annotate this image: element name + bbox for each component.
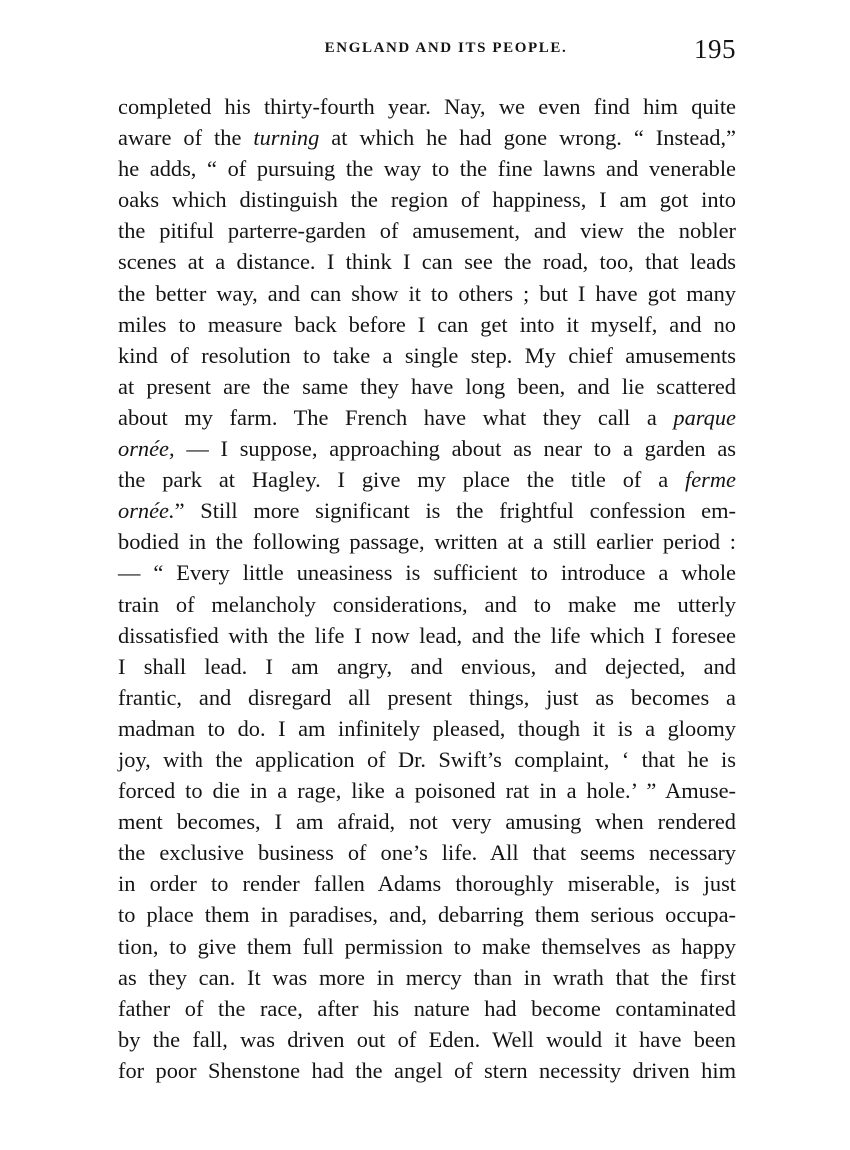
text-segment: kind of resolution to take a single step. My chief amusements [118,342,736,368]
text-line [118,340,736,371]
text-line [118,775,736,806]
text-line [118,868,736,899]
text-line [118,557,736,588]
italic-text: ornée, [118,436,175,462]
italic-text: ferme [685,467,736,493]
text-segment: the exclusive business of one’s life. All that seems necessary [118,840,736,866]
text-segment: to place them in paradises, and, debarring them serious occupa- [118,902,736,928]
text-line [118,215,736,246]
text-line [118,91,736,122]
text-segment: in order to render fallen Adams thoroughly miserable, is just [118,871,736,897]
text-line [118,184,736,215]
text-line [118,713,736,744]
text-line [118,246,736,277]
text-segment: father of the race, after his nature had become contaminated [118,995,736,1021]
text-segment: ment becomes, I am afraid, not very amusing when rendered [118,809,736,835]
text-segment: as they can. It was more in mercy than in wrath that the first [118,964,736,990]
text-line [118,806,736,837]
text-segment: about my farm. The French have what they call a [118,404,674,430]
text-line [118,651,736,682]
text-line [118,744,736,775]
text-line [118,837,736,868]
italic-text: parque [673,404,736,430]
italic-text: turning [253,125,320,151]
text-segment: the better way, and can show it to others ; but I have got many [118,280,736,306]
text-line [118,620,736,651]
text-segment: at which he had gone wrong. “ Instead,” [319,125,736,151]
text-line [118,682,736,713]
text-segment: tion, to give them full permission to make themselves as happy [118,933,736,959]
text-line [118,899,736,930]
italic-text: ornée. [118,498,175,524]
text-segment: scenes at a distance. I think I can see the road, too, that leads [118,249,736,275]
text-line [118,1055,736,1086]
text-segment: he adds, “ of pursuing the way to the fine lawns and venerable [118,156,736,182]
text-segment: bodied in the following passage, written at a still earlier period : [118,529,736,555]
text-line [118,993,736,1024]
text-segment: train of melancholy considerations, and to make me utterly [118,591,736,617]
text-line [118,309,736,340]
page-number: 195 [694,34,736,64]
text-segment: I shall lead. I am angry, and envious, and dejected, and [118,653,736,679]
text-line [118,278,736,309]
text-line [118,371,736,402]
running-head [118,36,736,76]
text-segment: madman to do. I am infinitely pleased, though it is a gloomy [118,715,736,741]
text-line [118,526,736,557]
text-segment: forced to die in a rage, like a poisoned rat in a hole.’ ” Amuse- [118,778,736,804]
text-line [118,464,736,495]
running-title: ENGLAND AND ITS PEOPLE. [324,40,568,56]
text-segment: joy, with the application of Dr. Swift’s complaint, ‘ that he is [118,746,736,772]
text-segment: the park at Hagley. I give my place the title of a [118,467,686,493]
text-line [118,433,736,464]
text-line [118,931,736,962]
text-line [118,1024,736,1055]
text-segment: ” Still more significant is the frightful confession em- [174,498,736,524]
text-segment: aware of the [118,125,254,151]
body-text [118,91,736,1086]
text-segment: the pitiful parterre-garden of amusement, and view the nobler [118,218,736,244]
text-segment: — “ Every little uneasiness is sufficient to introduce a whole [118,560,736,586]
text-segment: for poor Shenstone had the angel of stern necessity driven him [118,1057,736,1083]
text-line [118,402,736,433]
text-segment: at present are the same they have long been, and lie scattered [118,373,736,399]
text-line [118,495,736,526]
text-segment: oaks which distinguish the region of happiness, I am got into [118,187,736,213]
text-segment: completed his thirty-fourth year. Nay, we even find him quite [118,94,736,119]
text-segment: dissatisfied with the life I now lead, and the life which I foresee [118,622,736,648]
text-line [118,962,736,993]
text-segment: by the fall, was driven out of Eden. Well would it have been [118,1026,736,1052]
text-segment: miles to measure back before I can get into it myself, and no [118,311,736,337]
text-segment: frantic, and disregard all present things, just as becomes a [118,684,736,710]
text-segment: — I suppose, approaching about as near to a garden as [174,436,736,462]
text-line [118,153,736,184]
text-line [118,122,736,153]
text-line [118,589,736,620]
